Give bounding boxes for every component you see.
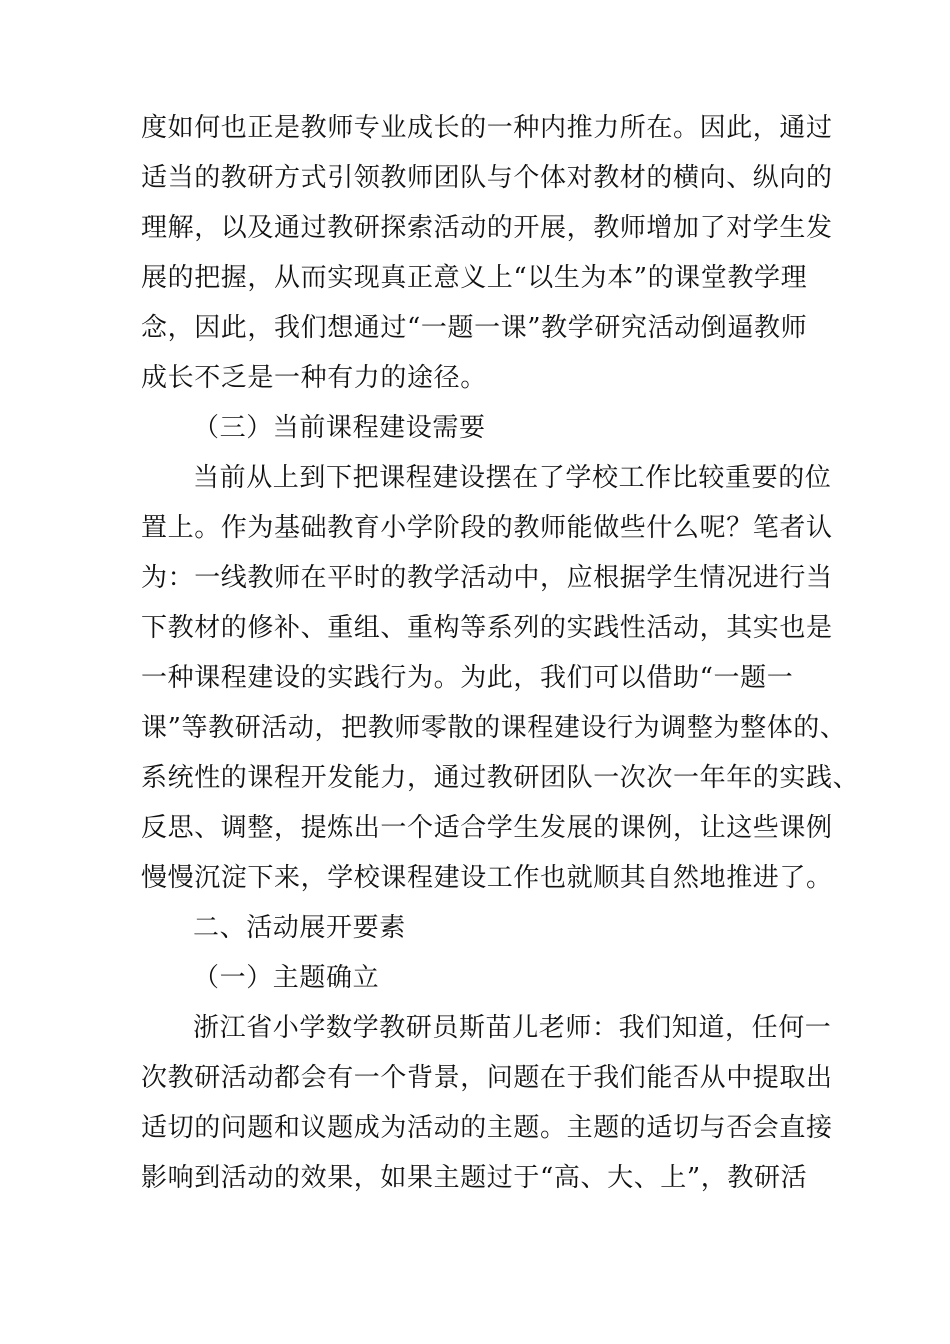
text-line: 展的把握，从而实现真正意义上“以生为本”的课堂教学理 [141, 263, 808, 293]
text-line: 慢慢沉淀下来，学校课程建设工作也就顺其自然地推进了。 [141, 863, 833, 893]
text-line: 当前从上到下把课程建设摆在了学校工作比较重要的位 [193, 463, 832, 493]
subsection-heading: （一）主题确立 [193, 963, 380, 993]
text-line: 系统性的课程开发能力，通过教研团队一次次一年年的实践、 [141, 763, 860, 793]
text-line: 适当的教研方式引领教师团队与个体对教材的横向、纵向的 [141, 163, 833, 193]
text-line: 浙江省小学数学教研员斯苗儿老师：我们知道，任何一 [193, 1013, 832, 1043]
text-line: 次教研活动都会有一个背景，问题在于我们能否从中提取出 [141, 1063, 833, 1093]
section-heading: 二、活动展开要素 [193, 913, 406, 943]
section-heading: （三）当前课程建设需要 [193, 413, 486, 443]
text-line: 适切的问题和议题成为活动的主题。主题的适切与否会直接 [141, 1113, 833, 1143]
text-line: 置上。作为基础教育小学阶段的教师能做些什么呢？笔者认 [141, 513, 833, 543]
text-line: 反思、调整，提炼出一个适合学生发展的课例，让这些课例 [141, 813, 833, 843]
text-line: 课”等教研活动，把教师零散的课程建设行为调整为整体的、 [141, 713, 847, 743]
text-line: 理解，以及通过教研探索活动的开展，教师增加了对学生发 [141, 213, 833, 243]
text-line: 一种课程建设的实践行为。为此，我们可以借助“一题一 [141, 663, 794, 693]
text-line: 念，因此，我们想通过“一题一课”教学研究活动倒逼教师 [141, 313, 808, 343]
text-line: 下教材的修补、重组、重构等系列的实践性活动，其实也是 [141, 613, 833, 643]
text-line: 度如何也正是教师专业成长的一种内推力所在。因此，通过 [141, 113, 833, 143]
text-line: 为：一线教师在平时的教学活动中，应根据学生情况进行当 [141, 563, 833, 593]
text-line: 影响到活动的效果，如果主题过于“高、大、上”，教研活 [141, 1163, 808, 1193]
text-line: 成长不乏是一种有力的途径。 [141, 363, 487, 393]
